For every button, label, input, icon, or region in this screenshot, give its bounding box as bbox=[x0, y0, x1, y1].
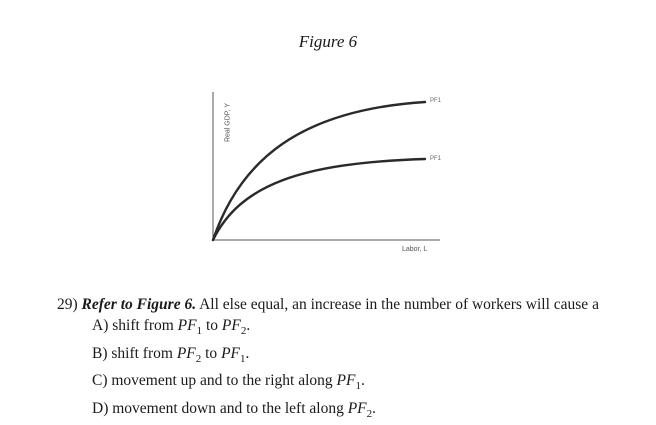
x-axis-label: Labor, L bbox=[402, 246, 428, 253]
figure-title: Figure 6 bbox=[298, 32, 358, 51]
curve-label-upper: PF1 bbox=[430, 98, 442, 104]
option-a[interactable]: A) shift from $PF_1$ to $PF_2$. bbox=[92, 317, 251, 338]
option-b[interactable]: B) shift from $PF_2$ to $PF_1$. bbox=[92, 344, 250, 365]
y-axis-label: Real GDP, Y bbox=[224, 102, 232, 143]
curve-label-lower: PF1 bbox=[430, 156, 442, 162]
option-c[interactable]: C) movement up and to the right along $PF_1$. bbox=[92, 372, 365, 393]
question-stem bbox=[57, 294, 599, 316]
question-figure-reference: Refer to Figure 6. bbox=[81, 296, 197, 313]
answer-options bbox=[92, 315, 376, 425]
curve-pf-lower bbox=[213, 159, 425, 240]
question-text: All else equal, an increase in the number of workers will cause a bbox=[199, 296, 599, 313]
question-number: 29) bbox=[57, 296, 78, 313]
option-d[interactable]: D) movement down and to the left along $PF_2$. bbox=[92, 399, 377, 420]
